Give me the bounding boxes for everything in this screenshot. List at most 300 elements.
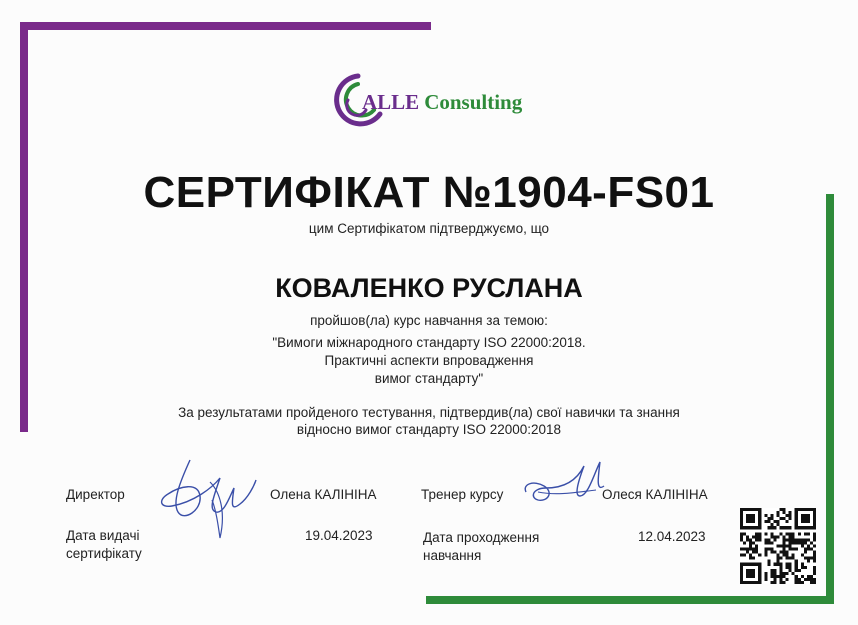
qr-module — [795, 581, 798, 584]
qr-module — [764, 575, 767, 578]
qr-module — [776, 563, 779, 566]
qr-module — [801, 514, 804, 517]
qr-module — [758, 532, 761, 535]
qr-module — [795, 548, 798, 551]
qr-module — [813, 508, 816, 511]
qr-module — [743, 548, 746, 551]
qr-module — [755, 508, 758, 511]
qr-module — [773, 578, 776, 581]
qr-module — [746, 572, 749, 575]
qr-module — [813, 572, 816, 575]
qr-module — [752, 569, 755, 572]
qr-module — [746, 548, 749, 551]
qr-module — [740, 526, 743, 529]
qr-module — [764, 541, 767, 544]
qr-module — [764, 532, 767, 535]
qr-module — [792, 532, 795, 535]
qr-module — [767, 560, 770, 563]
qr-module — [776, 511, 779, 514]
qr-module — [749, 581, 752, 584]
qr-module — [813, 578, 816, 581]
qr-module — [776, 523, 779, 526]
qr-module — [813, 523, 816, 526]
qr-module — [740, 511, 743, 514]
qr-module — [792, 548, 795, 551]
qr-module — [795, 563, 798, 566]
qr-module — [770, 581, 773, 584]
course-title — [0, 334, 858, 388]
qr-module — [807, 578, 810, 581]
qr-module — [743, 541, 746, 544]
qr-module — [743, 554, 746, 557]
qr-module — [773, 551, 776, 554]
qr-module — [743, 532, 746, 535]
qr-module — [752, 575, 755, 578]
qr-module — [780, 581, 783, 584]
qr-module — [767, 538, 770, 541]
qr-module — [764, 538, 767, 541]
qr-module — [798, 569, 801, 572]
qr-module — [746, 520, 749, 523]
qr-module — [798, 581, 801, 584]
qr-module — [740, 575, 743, 578]
qr-module — [755, 581, 758, 584]
qr-module — [755, 544, 758, 547]
qr-module — [801, 563, 804, 566]
qr-module — [807, 544, 810, 547]
qr-module — [749, 508, 752, 511]
company-logo — [328, 70, 538, 132]
qr-module — [780, 572, 783, 575]
qr-module — [740, 532, 743, 535]
qr-module — [798, 508, 801, 511]
qr-module — [795, 526, 798, 529]
qr-module — [804, 538, 807, 541]
qr-module — [795, 575, 798, 578]
qr-module — [776, 520, 779, 523]
qr-module — [740, 514, 743, 517]
qr-module — [752, 548, 755, 551]
qr-module — [789, 532, 792, 535]
qr-module — [798, 578, 801, 581]
qr-module — [776, 557, 779, 560]
qr-module — [813, 517, 816, 520]
qr-module — [758, 566, 761, 569]
qr-module — [813, 514, 816, 517]
qr-module — [795, 538, 798, 541]
qr-module — [749, 569, 752, 572]
qr-module — [786, 572, 789, 575]
qr-module — [795, 541, 798, 544]
qr-module — [764, 572, 767, 575]
qr-module — [789, 526, 792, 529]
result-line: відносно вимог стандарту ISO 22000:2018 — [296, 422, 562, 437]
qr-module — [758, 526, 761, 529]
qr-module — [752, 520, 755, 523]
trainer-signature-icon — [518, 452, 610, 510]
qr-module — [740, 523, 743, 526]
qr-module — [810, 526, 813, 529]
qr-module — [749, 517, 752, 520]
qr-module — [813, 520, 816, 523]
qr-module — [801, 538, 804, 541]
course-line: вимог стандарту" — [374, 371, 484, 386]
qr-module — [786, 526, 789, 529]
qr-module — [740, 508, 743, 511]
qr-module — [786, 544, 789, 547]
qr-module — [758, 554, 761, 557]
qr-module — [767, 517, 770, 520]
qr-module — [758, 575, 761, 578]
qr-module — [746, 575, 749, 578]
qr-module — [764, 548, 767, 551]
qr-module — [807, 514, 810, 517]
qr-module — [789, 544, 792, 547]
qr-module — [807, 548, 810, 551]
qr-module — [783, 511, 786, 514]
qr-module — [789, 538, 792, 541]
qr-module — [770, 526, 773, 529]
qr-module — [813, 532, 816, 535]
qr-module — [801, 541, 804, 544]
qr-module — [776, 514, 779, 517]
qr-module — [746, 508, 749, 511]
qr-module — [780, 578, 783, 581]
qr-module — [795, 560, 798, 563]
qr-module — [786, 578, 789, 581]
qr-module — [804, 578, 807, 581]
qr-module — [789, 517, 792, 520]
qr-module — [758, 578, 761, 581]
qr-module — [786, 514, 789, 517]
qr-module — [758, 517, 761, 520]
qr-module — [795, 578, 798, 581]
qr-module — [798, 538, 801, 541]
qr-module — [801, 508, 804, 511]
qr-module — [795, 511, 798, 514]
qr-module — [786, 551, 789, 554]
qr-module — [752, 508, 755, 511]
qr-module — [752, 535, 755, 538]
qr-module — [764, 514, 767, 517]
qr-module — [758, 569, 761, 572]
qr-module — [801, 526, 804, 529]
training-date-value: 12.04.2023 — [638, 529, 706, 544]
qr-module — [780, 508, 783, 511]
qr-module — [783, 551, 786, 554]
qr-module — [758, 572, 761, 575]
qr-module — [801, 554, 804, 557]
qr-module — [767, 541, 770, 544]
qr-module — [752, 514, 755, 517]
qr-module — [740, 535, 743, 538]
qr-module — [783, 541, 786, 544]
qr-module — [810, 581, 813, 584]
qr-module — [746, 514, 749, 517]
qr-module — [758, 520, 761, 523]
qr-module — [740, 520, 743, 523]
qr-module — [810, 557, 813, 560]
qr-module — [773, 572, 776, 575]
qr-module — [780, 569, 783, 572]
qr-module — [746, 526, 749, 529]
qr-module — [801, 581, 804, 584]
qr-module — [780, 566, 783, 569]
qr-module — [740, 569, 743, 572]
qr-module — [813, 535, 816, 538]
qr-module — [807, 538, 810, 541]
qr-module — [801, 520, 804, 523]
qr-module — [740, 566, 743, 569]
logo-text — [362, 90, 522, 115]
qr-module — [776, 554, 779, 557]
qr-module — [807, 532, 810, 535]
qr-module — [810, 541, 813, 544]
qr-module — [813, 511, 816, 514]
qr-module — [773, 569, 776, 572]
qr-module — [752, 557, 755, 560]
qr-module — [807, 557, 810, 560]
qr-module — [786, 566, 789, 569]
result-statement — [0, 404, 858, 438]
qr-module — [804, 557, 807, 560]
qr-module — [752, 551, 755, 554]
qr-module — [773, 520, 776, 523]
qr-module — [783, 508, 786, 511]
qr-module — [780, 526, 783, 529]
qr-module — [795, 517, 798, 520]
qr-module — [770, 532, 773, 535]
qr-module — [752, 572, 755, 575]
qr-module — [755, 538, 758, 541]
qr-module — [783, 535, 786, 538]
qr-module — [804, 520, 807, 523]
qr-module — [770, 517, 773, 520]
qr-module — [792, 554, 795, 557]
qr-module — [786, 538, 789, 541]
qr-module — [795, 508, 798, 511]
qr-module — [783, 572, 786, 575]
qr-module — [813, 526, 816, 529]
qr-module — [786, 532, 789, 535]
issue-date-value: 19.04.2023 — [305, 528, 373, 543]
qr-module — [764, 554, 767, 557]
qr-module — [789, 563, 792, 566]
qr-module — [749, 541, 752, 544]
qr-module — [789, 557, 792, 560]
qr-module — [755, 548, 758, 551]
holder-name: КОВАЛЕНКО РУСЛАНА — [275, 273, 583, 303]
qr-module — [740, 554, 743, 557]
qr-module — [749, 548, 752, 551]
qr-module — [801, 517, 804, 520]
qr-module — [813, 566, 816, 569]
qr-module — [804, 508, 807, 511]
qr-module — [764, 551, 767, 554]
qr-module — [783, 575, 786, 578]
qr-module — [813, 551, 816, 554]
qr-module — [758, 523, 761, 526]
qr-module — [752, 563, 755, 566]
qr-module — [755, 563, 758, 566]
qr-module — [786, 554, 789, 557]
qr-module — [783, 581, 786, 584]
qr-module — [752, 581, 755, 584]
qr-module — [776, 535, 779, 538]
course-intro: пройшов(ла) курс навчання за темою: — [310, 313, 548, 328]
qr-module — [795, 569, 798, 572]
qr-module — [770, 541, 773, 544]
qr-module — [749, 514, 752, 517]
qr-module — [783, 544, 786, 547]
qr-module — [770, 523, 773, 526]
qr-module — [801, 566, 804, 569]
qr-module — [807, 517, 810, 520]
qr-module — [773, 575, 776, 578]
qr-module — [755, 551, 758, 554]
qr-module — [776, 575, 779, 578]
qr-module — [770, 575, 773, 578]
qr-module — [758, 581, 761, 584]
qr-module — [813, 544, 816, 547]
qr-module — [740, 563, 743, 566]
green-bottom-frame-bar — [426, 596, 834, 604]
qr-module — [780, 551, 783, 554]
qr-module — [780, 563, 783, 566]
qr-module — [746, 535, 749, 538]
qr-module — [773, 535, 776, 538]
qr-module — [770, 572, 773, 575]
qr-module — [804, 541, 807, 544]
qr-module — [758, 511, 761, 514]
trainer-label: Тренер курсу — [421, 487, 504, 502]
qr-module — [764, 578, 767, 581]
qr-module — [758, 535, 761, 538]
qr-module — [804, 526, 807, 529]
qr-module — [804, 514, 807, 517]
qr-module — [783, 538, 786, 541]
qr-module — [767, 548, 770, 551]
qr-module — [773, 563, 776, 566]
qr-module — [813, 538, 816, 541]
qr-module — [792, 572, 795, 575]
qr-module — [789, 511, 792, 514]
qr-module — [789, 541, 792, 544]
qr-module — [810, 578, 813, 581]
director-label: Директор — [66, 487, 125, 502]
qr-module — [749, 563, 752, 566]
qr-module — [798, 541, 801, 544]
qr-module — [813, 569, 816, 572]
qr-module — [789, 569, 792, 572]
qr-module — [767, 526, 770, 529]
qr-module — [749, 526, 752, 529]
qr-module — [798, 532, 801, 535]
qr-module — [813, 560, 816, 563]
qr-module — [810, 548, 813, 551]
qr-module — [758, 563, 761, 566]
qr-module — [752, 526, 755, 529]
qr-module — [740, 548, 743, 551]
logo-brand-suffix: Consulting — [424, 90, 523, 114]
qr-module — [804, 566, 807, 569]
qr-module — [746, 551, 749, 554]
qr-module — [783, 526, 786, 529]
qr-module — [789, 535, 792, 538]
qr-module — [743, 526, 746, 529]
qr-module — [804, 551, 807, 554]
qr-module — [801, 544, 804, 547]
qr-module — [795, 520, 798, 523]
qr-module — [804, 517, 807, 520]
qr-module — [813, 581, 816, 584]
qr-module — [776, 544, 779, 547]
qr-module — [783, 554, 786, 557]
qr-module — [807, 508, 810, 511]
qr-module — [807, 526, 810, 529]
qr-module — [740, 572, 743, 575]
qr-module — [746, 569, 749, 572]
qr-module — [792, 557, 795, 560]
qr-module — [749, 557, 752, 560]
qr-module — [773, 538, 776, 541]
qr-module — [789, 548, 792, 551]
qr-module — [807, 520, 810, 523]
qr-module — [758, 538, 761, 541]
qr-module — [743, 508, 746, 511]
green-right-frame-bar — [826, 194, 834, 604]
training-date-label: Дата проходження навчання — [423, 530, 540, 563]
qr-module — [740, 578, 743, 581]
qr-module — [783, 517, 786, 520]
qr-module — [749, 520, 752, 523]
qr-module — [792, 538, 795, 541]
qr-module — [749, 572, 752, 575]
qr-module — [770, 551, 773, 554]
qr-module — [749, 538, 752, 541]
qr-code-icon — [740, 508, 816, 584]
qr-module — [780, 575, 783, 578]
qr-module — [786, 563, 789, 566]
qr-module — [767, 563, 770, 566]
trainer-name: Олеся КАЛІНІНА — [602, 487, 708, 502]
qr-module — [752, 517, 755, 520]
qr-module — [764, 520, 767, 523]
qr-module — [740, 538, 743, 541]
purple-top-frame-bar — [20, 22, 431, 30]
qr-module — [755, 532, 758, 535]
qr-module — [804, 548, 807, 551]
qr-module — [786, 557, 789, 560]
qr-module — [804, 532, 807, 535]
qr-module — [746, 563, 749, 566]
qr-module — [770, 569, 773, 572]
qr-module — [773, 526, 776, 529]
qr-module — [755, 526, 758, 529]
qr-module — [758, 508, 761, 511]
qr-module — [746, 581, 749, 584]
qr-module — [807, 560, 810, 563]
qr-module — [758, 514, 761, 517]
qr-module — [749, 544, 752, 547]
qr-module — [780, 557, 783, 560]
qr-module — [792, 535, 795, 538]
qr-module — [783, 548, 786, 551]
course-line: "Вимоги міжнародного стандарту ISO 22000:2018. — [272, 335, 586, 350]
certificate-subtitle: цим Сертифікатом підтверджуємо, що — [308, 221, 550, 236]
result-line: За результатами пройденого тестування, підтвердив(ла) свої навички та знання — [178, 405, 680, 420]
qr-module — [789, 566, 792, 569]
